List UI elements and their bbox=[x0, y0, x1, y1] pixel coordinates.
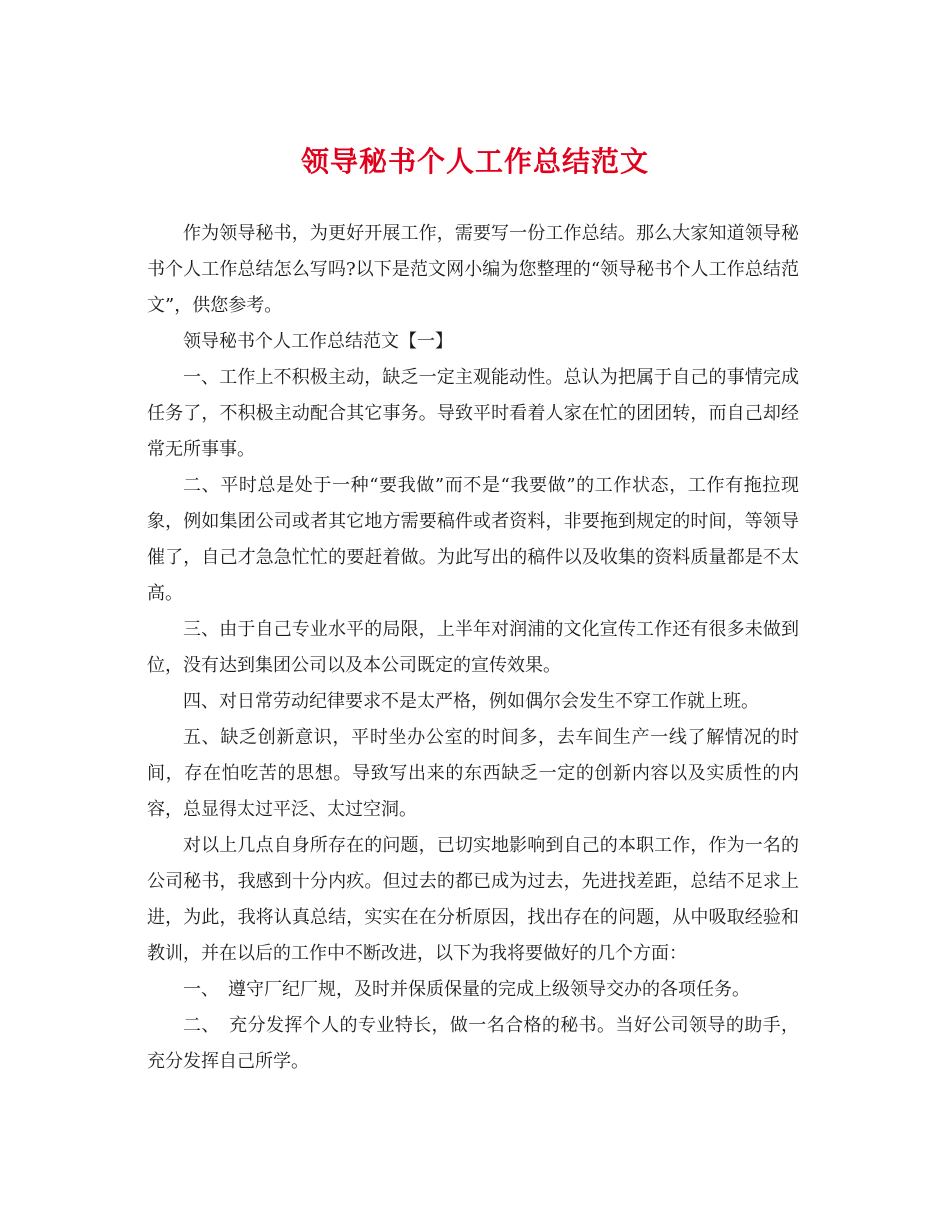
paragraph-plan-1: 一、 遵守厂纪厂规，及时并保质保量的完成上级领导交办的各项任务。 bbox=[183, 979, 750, 1000]
document-body bbox=[147, 216, 799, 1080]
paragraph-plan-2: 二、 充分发挥个人的专业特长，做一名合格的秘书。当好公司领导的助手，充分发挥自己所学。 bbox=[147, 1015, 799, 1072]
paragraph-reflection: 对以上几点自身所存在的问题，已切实地影响到自己的本职工作，作为一名的公司秘书，我感到十分内疚。但过去的都已成为过去，先进找差距，总结不足求上进，为此，我将认真总结，实实在在分析原因，找出存在的问题，从中吸取经验和教训，并在以后的工作中不断改进，以下为我将要做好的几个方面： bbox=[147, 835, 799, 964]
paragraph-intro: 作为领导秘书，为更好开展工作，需要写一份工作总结。那么大家知道领导秘书个人工作总结怎么写吗?以下是范文网小编为您整理的“领导秘书个人工作总结范文”，供您参考。 bbox=[147, 223, 799, 316]
paragraph-item-5: 五、缺乏创新意识，平时坐办公室的时间多，去车间生产一线了解情况的时间，存在怕吃苦的思想。导致写出来的东西缺乏一定的创新内容以及实质性的内容，总显得太过平泛、太过空洞。 bbox=[147, 727, 799, 820]
paragraph-item-3: 三、由于自己专业水平的局限，上半年对润浦的文化宣传工作还有很多未做到位，没有达到集团公司以及本公司既定的宣传效果。 bbox=[147, 619, 799, 676]
paragraph-item-1: 一、工作上不积极主动，缺乏一定主观能动性。总认为把属于自己的事情完成任务了，不积极主动配合其它事务。导致平时看着人家在忙的团团转，而自己却经常无所事事。 bbox=[147, 367, 799, 460]
paragraph-item-2: 二、平时总是处于一种“要我做”而不是“我要做”的工作状态，工作有拖拉现象，例如集团公司或者其它地方需要稿件或者资料，非要拖到规定的时间，等领导催了，自己才急急忙忙的要赶着做。为此写出的稿件以及收集的资料质量都是不太高。 bbox=[147, 475, 799, 604]
paragraph-item-4: 四、对日常劳动纪律要求不是太严格，例如偶尔会发生不穿工作就上班。 bbox=[183, 691, 759, 712]
paragraph-section-heading: 领导秘书个人工作总结范文【一】 bbox=[183, 331, 453, 352]
document-title: 领导秘书个人工作总结范文 bbox=[300, 145, 649, 178]
